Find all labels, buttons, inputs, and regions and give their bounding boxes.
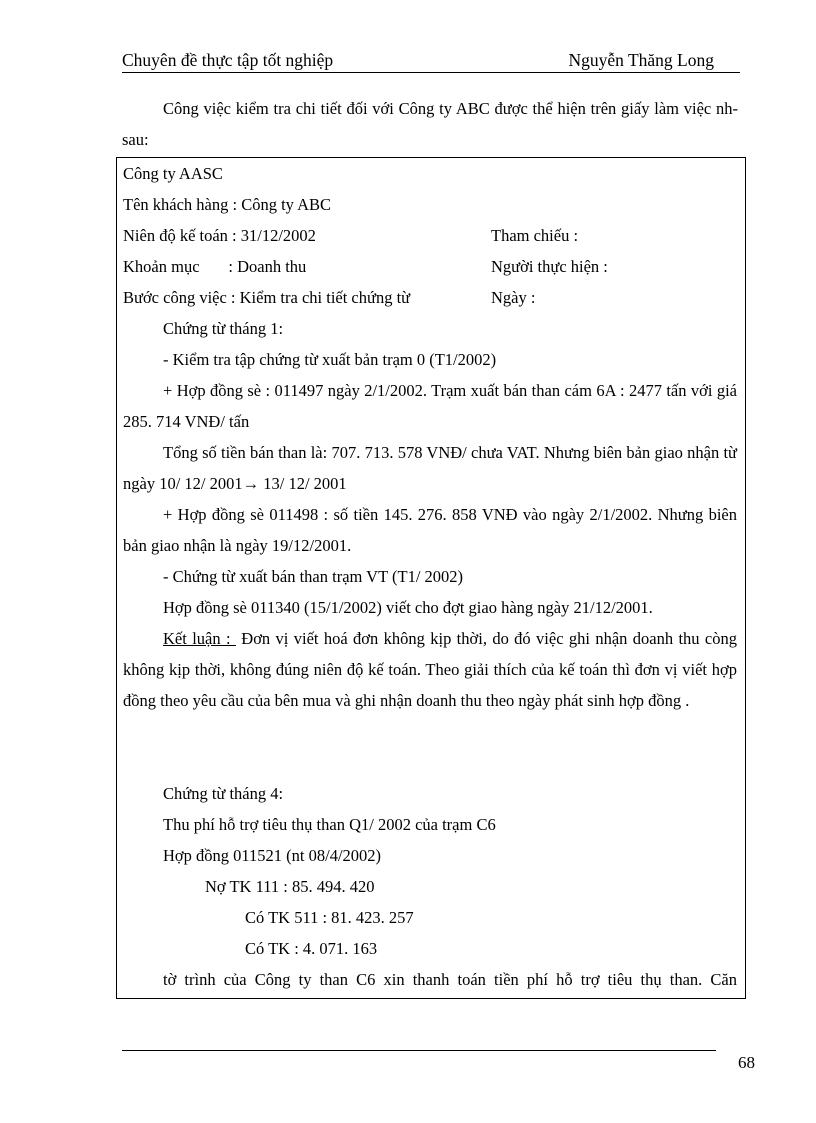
page-number: 68 [738, 1053, 755, 1072]
debit-entry: Nợ TK 111 : 85. 494. 420 [205, 877, 375, 896]
conclusion-text: Đơn vị viết hoá đơn không kịp thời, do đó việc ghi nhận doanh thu còng không kịp thời, không đúng niên độ kế toán. Theo giải thích của kế toán thì đơn vị viết hợp đồng theo yêu cầu của bên mua và ghi nhận doanh thu theo ngày phát sinh hợp đồng . [123, 629, 737, 710]
footer-rule [122, 1050, 716, 1051]
credit-entry-511: Có TK 511 : 81. 423. 257 [245, 908, 414, 927]
month4-heading: Chứng từ tháng 4: [163, 784, 284, 803]
total-paragraph: Tổng số tiền bán than là: 707. 713. 578 VNĐ/ chưa VAT. Nhưng biên bản giao nhận từ ngày 10/ 12/ 2001→ 13/ 12/ 2001 [123, 443, 737, 493]
month1-heading: Chứng từ tháng 1: [163, 319, 284, 338]
reference-label: Tham chiếu : [491, 226, 579, 245]
step-row [123, 282, 737, 313]
check1-line: - Kiểm tra tập chứng từ xuất bản trạm 0 (T1/2002) [163, 350, 497, 369]
page-header [122, 48, 740, 73]
contract2-paragraph: + Hợp đồng sè 011498 : số tiền 145. 276. 858 VNĐ vào ngày 2/1/2002. Nhưng biên bản giao nhận là ngày 19/12/2001. [123, 505, 737, 555]
last-line: tờ trình của Công ty than C6 xin thanh toán tiền phí hỗ trợ tiêu thụ than. Căn [163, 970, 737, 989]
intro-paragraph: Công việc kiểm tra chi tiết đối với Công ty ABC được thể hiện trên giấy làm việc nh sau: [122, 99, 738, 149]
contract3-line: Hợp đồng sè 011340 (15/1/2002) viết cho đợt giao hàng ngày 21/12/2001. [163, 598, 653, 617]
period-row [123, 220, 737, 251]
preparer-label: Người thực hiện : [491, 257, 608, 276]
working-paper-box [116, 157, 746, 999]
conclusion-paragraph [123, 623, 737, 716]
client-line: Tên khách hàng : Công ty ABC [123, 195, 332, 214]
check2-line: - Chứng từ xuất bán than trạm VT (T1/ 2002) [163, 567, 464, 586]
date-label: Ngày : [491, 288, 536, 307]
contract4-line: Hợp đồng 011521 (nt 08/4/2002) [163, 846, 382, 865]
credit-entry-tax: Có TK : 4. 071. 163 [245, 939, 378, 958]
company-line: Công ty AASC [123, 164, 223, 183]
conclusion-label: Kết luận : [163, 629, 236, 648]
step-line: Bước công việc : Kiểm tra chi tiết chứng từ [123, 288, 411, 307]
item-line: Khoản mục : Doanh thu [123, 257, 307, 276]
item-row [123, 251, 737, 282]
contract1-paragraph: + Hợp đồng sè : 011497 ngày 2/1/2002. Trạm xuất bán than cám 6A : 2477 tấn với giá 285. 714 VNĐ/ tấn [123, 381, 737, 431]
header-author: Nguyễn Thăng Long [568, 50, 714, 70]
period-line: Niên độ kế toán : 31/12/2002 [123, 226, 316, 245]
fee-line: Thu phí hỗ trợ tiêu thụ than Q1/ 2002 của trạm C6 [163, 815, 496, 834]
header-title: Chuyên đề thực tập tốt nghiệp [122, 50, 334, 70]
